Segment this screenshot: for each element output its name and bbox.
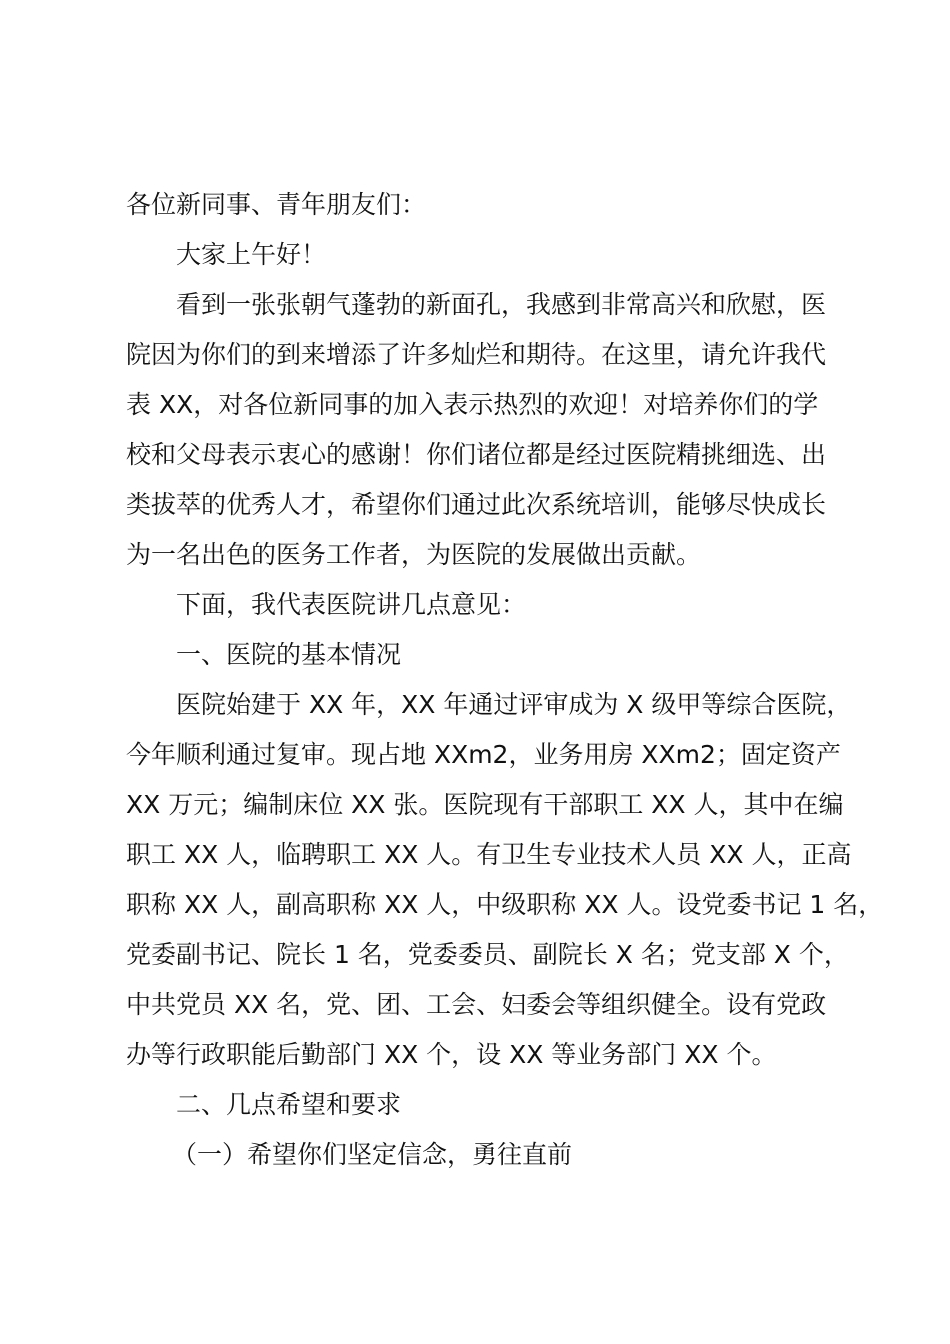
paragraph-line: 校和父母表示衷心的感谢！你们诸位都是经过医院精挑细选、出 (126, 440, 827, 469)
paragraph-line: 看到一张张朝气蓬勃的新面孔，我感到非常高兴和欣慰，医 (176, 290, 827, 319)
section-heading: 一、医院的基本情况 (176, 640, 402, 669)
intro-line: 下面，我代表医院讲几点意见： (176, 590, 527, 619)
paragraph-line: 院因为你们的到来增添了许多灿烂和期待。在这里，请允许我代 (126, 340, 827, 369)
paragraph-line: XX 万元；编制床位 XX 张。医院现有干部职工 XX 人，其中在编 (126, 790, 844, 819)
section-heading: 二、几点希望和要求 (176, 1090, 402, 1119)
subsection-heading: （一）希望你们坚定信念，勇往直前 (172, 1140, 573, 1169)
salutation-line: 各位新同事、青年朋友们： (126, 190, 427, 219)
greeting-line: 大家上午好！ (176, 240, 327, 269)
paragraph-line: 职称 XX 人，副高职称 XX 人，中级职称 XX 人。设党委书记 1 名， (126, 890, 884, 919)
paragraph-line: 类拔萃的优秀人才，希望你们通过此次系统培训，能够尽快成长 (126, 490, 827, 519)
paragraph-line: 医院始建于 XX 年，XX 年通过评审成为 X 级甲等综合医院， (176, 690, 852, 719)
paragraph-line: 办等行政职能后勤部门 XX 个，设 XX 等业务部门 XX 个。 (126, 1040, 777, 1069)
paragraph-line: 为一名出色的医务工作者，为医院的发展做出贡献。 (126, 540, 702, 569)
paragraph-line: 职工 XX 人，临聘职工 XX 人。有卫生专业技术人员 XX 人，正高 (126, 840, 852, 869)
paragraph-line: 党委副书记、院长 1 名，党委委员、副院长 X 名；党支部 X 个， (126, 940, 849, 969)
paragraph-line: 今年顺利通过复审。现占地 XXm2，业务用房 XXm2；固定资产 (126, 740, 841, 769)
paragraph-line: 表 XX，对各位新同事的加入表示热烈的欢迎！对培养你们的学 (126, 390, 819, 419)
paragraph-line: 中共党员 XX 名，党、团、工会、妇委会等组织健全。设有党政 (126, 990, 827, 1019)
